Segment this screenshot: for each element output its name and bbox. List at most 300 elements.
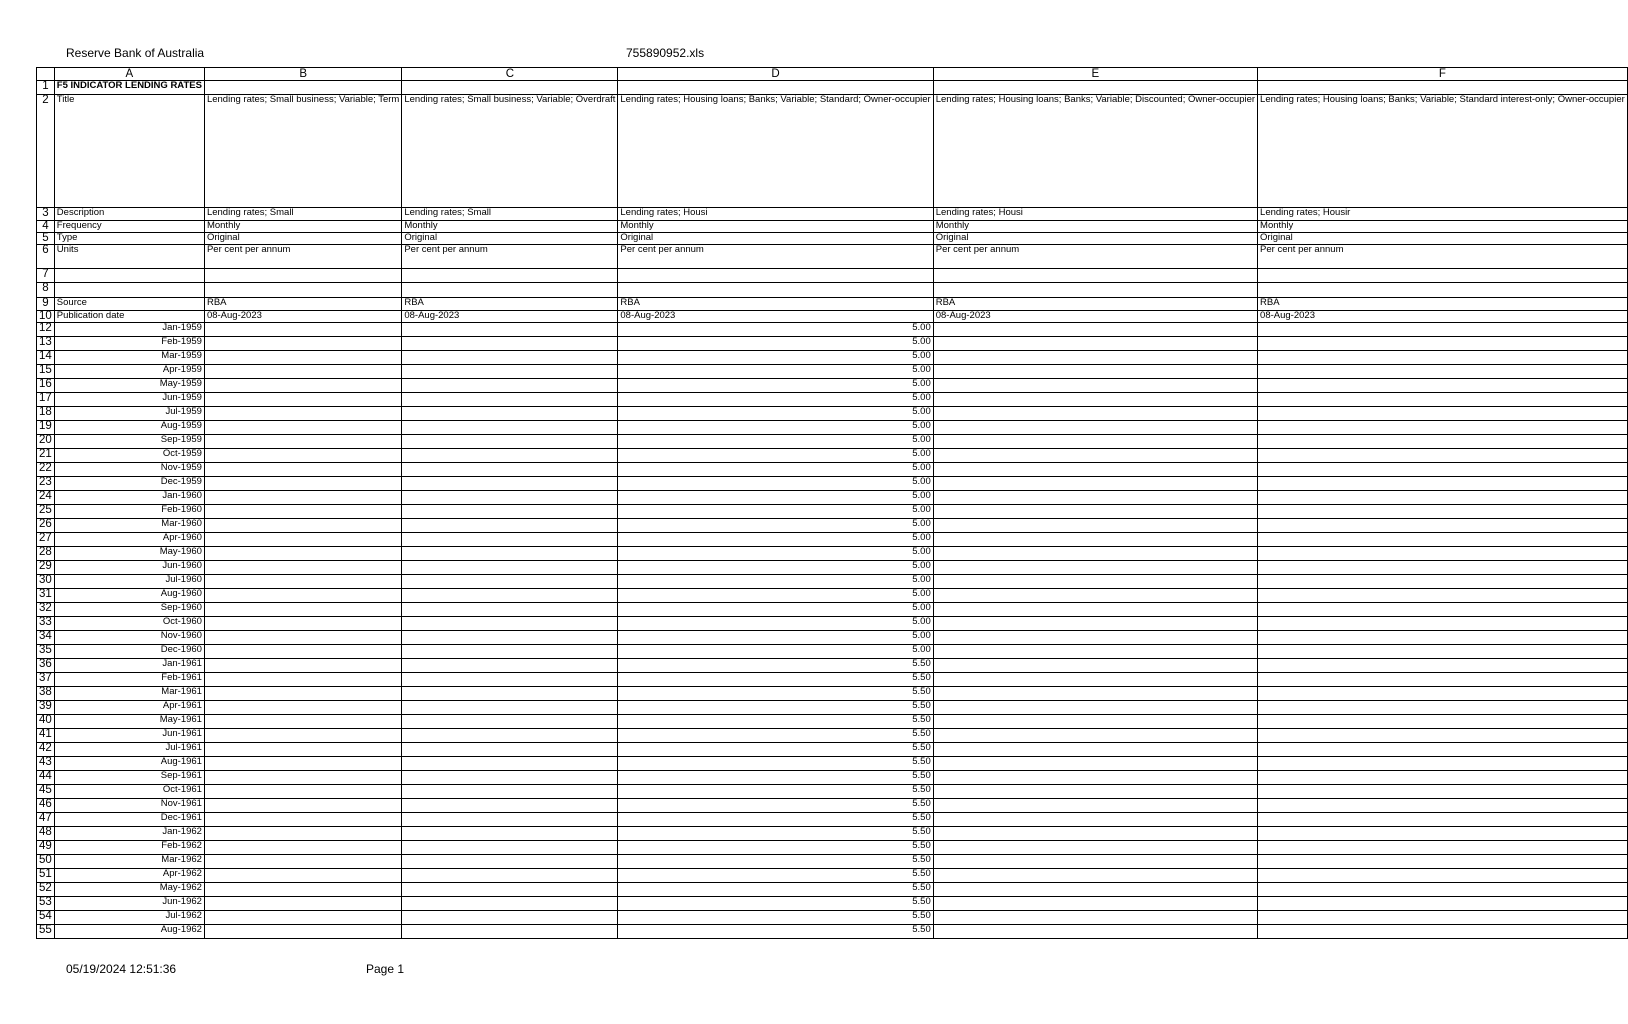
empty-cell[interactable] — [204, 813, 401, 827]
date-cell[interactable]: May-1962 — [54, 883, 204, 897]
empty-cell[interactable] — [402, 463, 618, 477]
date-cell[interactable]: Oct-1960 — [54, 617, 204, 631]
empty-cell[interactable] — [933, 631, 1257, 645]
empty-cell[interactable] — [1258, 505, 1628, 519]
empty-cell[interactable] — [933, 827, 1257, 841]
empty-cell[interactable] — [1258, 561, 1628, 575]
meta-value-cell[interactable]: Lending rates; Small — [204, 208, 401, 221]
empty-cell[interactable] — [933, 477, 1257, 491]
empty-cell[interactable] — [1258, 449, 1628, 463]
date-cell[interactable]: Mar-1961 — [54, 687, 204, 701]
empty-cell[interactable] — [1258, 603, 1628, 617]
date-cell[interactable]: May-1961 — [54, 715, 204, 729]
empty-cell[interactable] — [1258, 491, 1628, 505]
date-cell[interactable]: Jun-1961 — [54, 729, 204, 743]
meta-value-cell[interactable]: Per cent per annum — [1258, 245, 1628, 269]
meta-value-cell[interactable]: Lending rates; Housi — [933, 208, 1257, 221]
row-number[interactable]: 52 — [37, 883, 55, 897]
empty-cell[interactable] — [204, 505, 401, 519]
row-number[interactable]: 49 — [37, 841, 55, 855]
empty-cell[interactable] — [402, 883, 618, 897]
empty-cell[interactable] — [933, 617, 1257, 631]
date-cell[interactable]: Mar-1962 — [54, 855, 204, 869]
row-number[interactable]: 13 — [37, 337, 55, 351]
row-number[interactable]: 23 — [37, 477, 55, 491]
rate-value-cell[interactable]: 5.00 — [618, 393, 933, 407]
empty-cell[interactable] — [933, 561, 1257, 575]
empty-cell[interactable] — [1258, 701, 1628, 715]
meta-label-cell[interactable]: Units — [54, 245, 204, 269]
empty-cell[interactable] — [204, 869, 401, 883]
meta-label-cell[interactable] — [54, 269, 204, 283]
empty-cell[interactable] — [204, 81, 401, 95]
empty-cell[interactable] — [1258, 827, 1628, 841]
empty-cell[interactable] — [402, 547, 618, 561]
meta-label-cell[interactable]: Publication date — [54, 311, 204, 323]
date-cell[interactable]: Jan-1959 — [54, 323, 204, 337]
empty-cell[interactable] — [1258, 785, 1628, 799]
empty-cell[interactable] — [933, 491, 1257, 505]
empty-cell[interactable] — [933, 743, 1257, 757]
column-header-f[interactable]: F — [1258, 68, 1628, 81]
row-number[interactable]: 24 — [37, 491, 55, 505]
row-number[interactable]: 45 — [37, 785, 55, 799]
row-number[interactable]: 25 — [37, 505, 55, 519]
empty-cell[interactable] — [402, 673, 618, 687]
empty-cell[interactable] — [933, 659, 1257, 673]
empty-cell[interactable] — [1258, 81, 1628, 95]
empty-cell[interactable] — [402, 81, 618, 95]
meta-value-cell[interactable] — [933, 269, 1257, 283]
rate-value-cell[interactable]: 5.50 — [618, 659, 933, 673]
empty-cell[interactable] — [204, 561, 401, 575]
date-cell[interactable]: Nov-1959 — [54, 463, 204, 477]
empty-cell[interactable] — [402, 435, 618, 449]
empty-cell[interactable] — [1258, 421, 1628, 435]
meta-value-cell[interactable]: 08-Aug-2023 — [933, 311, 1257, 323]
empty-cell[interactable] — [1258, 575, 1628, 589]
empty-cell[interactable] — [1258, 393, 1628, 407]
meta-value-cell[interactable]: Lending rates; Housi — [618, 208, 933, 221]
empty-cell[interactable] — [933, 925, 1257, 939]
empty-cell[interactable] — [402, 589, 618, 603]
meta-value-cell[interactable] — [1258, 269, 1628, 283]
rate-value-cell[interactable]: 5.00 — [618, 365, 933, 379]
empty-cell[interactable] — [402, 701, 618, 715]
row-number[interactable]: 7 — [37, 269, 55, 283]
empty-cell[interactable] — [402, 603, 618, 617]
empty-cell[interactable] — [204, 449, 401, 463]
empty-cell[interactable] — [1258, 841, 1628, 855]
meta-value-cell[interactable]: Lending rates; Small business; Variable; Overdraft — [402, 95, 618, 208]
empty-cell[interactable] — [1258, 743, 1628, 757]
empty-cell[interactable] — [204, 771, 401, 785]
empty-cell[interactable] — [402, 729, 618, 743]
date-cell[interactable]: Jun-1959 — [54, 393, 204, 407]
empty-cell[interactable] — [402, 799, 618, 813]
row-number[interactable]: 20 — [37, 435, 55, 449]
empty-cell[interactable] — [1258, 365, 1628, 379]
empty-cell[interactable] — [933, 365, 1257, 379]
row-number[interactable]: 19 — [37, 421, 55, 435]
meta-value-cell[interactable]: Lending rates; Housing loans; Banks; Variable; Standard interest-only; Owner-occupier — [1258, 95, 1628, 208]
empty-cell[interactable] — [402, 757, 618, 771]
rate-value-cell[interactable]: 5.00 — [618, 421, 933, 435]
empty-cell[interactable] — [204, 715, 401, 729]
empty-cell[interactable] — [1258, 715, 1628, 729]
row-number[interactable]: 41 — [37, 729, 55, 743]
row-number[interactable]: 31 — [37, 589, 55, 603]
empty-cell[interactable] — [204, 841, 401, 855]
rate-value-cell[interactable]: 5.00 — [618, 337, 933, 351]
empty-cell[interactable] — [402, 617, 618, 631]
empty-cell[interactable] — [933, 673, 1257, 687]
empty-cell[interactable] — [1258, 925, 1628, 939]
meta-value-cell[interactable]: Lending rates; Housing loans; Banks; Variable; Standard; Owner-occupier — [618, 95, 933, 208]
empty-cell[interactable] — [1258, 519, 1628, 533]
empty-cell[interactable] — [1258, 729, 1628, 743]
empty-cell[interactable] — [204, 911, 401, 925]
rate-value-cell[interactable]: 5.00 — [618, 589, 933, 603]
date-cell[interactable]: Jul-1961 — [54, 743, 204, 757]
empty-cell[interactable] — [933, 687, 1257, 701]
meta-value-cell[interactable]: 08-Aug-2023 — [618, 311, 933, 323]
date-cell[interactable]: Aug-1961 — [54, 757, 204, 771]
empty-cell[interactable] — [204, 533, 401, 547]
row-number[interactable]: 47 — [37, 813, 55, 827]
rate-value-cell[interactable]: 5.50 — [618, 715, 933, 729]
empty-cell[interactable] — [204, 337, 401, 351]
empty-cell[interactable] — [933, 575, 1257, 589]
date-cell[interactable]: Apr-1961 — [54, 701, 204, 715]
empty-cell[interactable] — [204, 519, 401, 533]
column-header-e[interactable]: E — [933, 68, 1257, 81]
date-cell[interactable]: Aug-1962 — [54, 925, 204, 939]
empty-cell[interactable] — [204, 603, 401, 617]
meta-value-cell[interactable]: Original — [402, 233, 618, 245]
empty-cell[interactable] — [933, 715, 1257, 729]
empty-cell[interactable] — [204, 701, 401, 715]
column-header-a[interactable]: A — [54, 68, 204, 81]
meta-value-cell[interactable] — [933, 283, 1257, 298]
row-number[interactable]: 36 — [37, 659, 55, 673]
empty-cell[interactable] — [402, 561, 618, 575]
row-number[interactable]: 27 — [37, 533, 55, 547]
empty-cell[interactable] — [204, 729, 401, 743]
empty-cell[interactable] — [933, 799, 1257, 813]
empty-cell[interactable] — [933, 785, 1257, 799]
date-cell[interactable]: Oct-1961 — [54, 785, 204, 799]
empty-cell[interactable] — [933, 841, 1257, 855]
row-number[interactable]: 16 — [37, 379, 55, 393]
rate-value-cell[interactable]: 5.00 — [618, 617, 933, 631]
empty-cell[interactable] — [402, 771, 618, 785]
column-header-d[interactable]: D — [618, 68, 933, 81]
empty-cell[interactable] — [204, 785, 401, 799]
empty-cell[interactable] — [1258, 911, 1628, 925]
date-cell[interactable]: Aug-1960 — [54, 589, 204, 603]
date-cell[interactable]: May-1960 — [54, 547, 204, 561]
rate-value-cell[interactable]: 5.50 — [618, 897, 933, 911]
row-number[interactable]: 53 — [37, 897, 55, 911]
empty-cell[interactable] — [1258, 869, 1628, 883]
rate-value-cell[interactable]: 5.00 — [618, 561, 933, 575]
empty-cell[interactable] — [204, 687, 401, 701]
empty-cell[interactable] — [933, 911, 1257, 925]
empty-cell[interactable] — [933, 505, 1257, 519]
meta-value-cell[interactable]: RBA — [204, 298, 401, 311]
rate-value-cell[interactable]: 5.00 — [618, 491, 933, 505]
sheet-title-cell[interactable]: F5 INDICATOR LENDING RATES — [54, 81, 204, 95]
row-number[interactable]: 34 — [37, 631, 55, 645]
date-cell[interactable]: Jan-1960 — [54, 491, 204, 505]
date-cell[interactable]: Dec-1959 — [54, 477, 204, 491]
empty-cell[interactable] — [204, 393, 401, 407]
empty-cell[interactable] — [402, 365, 618, 379]
empty-cell[interactable] — [933, 869, 1257, 883]
date-cell[interactable]: May-1959 — [54, 379, 204, 393]
meta-value-cell[interactable]: Lending rates; Small — [402, 208, 618, 221]
meta-value-cell[interactable]: Per cent per annum — [618, 245, 933, 269]
date-cell[interactable]: Mar-1960 — [54, 519, 204, 533]
date-cell[interactable]: Oct-1959 — [54, 449, 204, 463]
empty-cell[interactable] — [204, 365, 401, 379]
empty-cell[interactable] — [933, 337, 1257, 351]
empty-cell[interactable] — [204, 659, 401, 673]
empty-cell[interactable] — [204, 855, 401, 869]
rate-value-cell[interactable]: 5.00 — [618, 407, 933, 421]
rate-value-cell[interactable]: 5.50 — [618, 757, 933, 771]
meta-label-cell[interactable]: Description — [54, 208, 204, 221]
empty-cell[interactable] — [1258, 897, 1628, 911]
rate-value-cell[interactable]: 5.50 — [618, 855, 933, 869]
empty-cell[interactable] — [204, 827, 401, 841]
empty-cell[interactable] — [402, 575, 618, 589]
empty-cell[interactable] — [402, 715, 618, 729]
empty-cell[interactable] — [933, 81, 1257, 95]
rate-value-cell[interactable]: 5.00 — [618, 323, 933, 337]
empty-cell[interactable] — [402, 869, 618, 883]
empty-cell[interactable] — [204, 491, 401, 505]
empty-cell[interactable] — [204, 617, 401, 631]
meta-label-cell[interactable] — [54, 283, 204, 298]
rate-value-cell[interactable]: 5.50 — [618, 813, 933, 827]
empty-cell[interactable] — [402, 631, 618, 645]
rate-value-cell[interactable]: 5.00 — [618, 477, 933, 491]
date-cell[interactable]: Jun-1960 — [54, 561, 204, 575]
rate-value-cell[interactable]: 5.50 — [618, 701, 933, 715]
empty-cell[interactable] — [1258, 477, 1628, 491]
empty-cell[interactable] — [1258, 407, 1628, 421]
empty-cell[interactable] — [933, 519, 1257, 533]
empty-cell[interactable] — [1258, 813, 1628, 827]
rate-value-cell[interactable]: 5.00 — [618, 519, 933, 533]
date-cell[interactable]: Jul-1959 — [54, 407, 204, 421]
empty-cell[interactable] — [204, 477, 401, 491]
rate-value-cell[interactable]: 5.50 — [618, 771, 933, 785]
row-number[interactable]: 8 — [37, 283, 55, 298]
row-number[interactable]: 9 — [37, 298, 55, 311]
date-cell[interactable]: Mar-1959 — [54, 351, 204, 365]
rate-value-cell[interactable]: 5.00 — [618, 533, 933, 547]
empty-cell[interactable] — [933, 897, 1257, 911]
meta-value-cell[interactable] — [1258, 283, 1628, 298]
meta-value-cell[interactable]: Lending rates; Housing loans; Banks; Variable; Discounted; Owner-occupier — [933, 95, 1257, 208]
date-cell[interactable]: Dec-1961 — [54, 813, 204, 827]
empty-cell[interactable] — [1258, 337, 1628, 351]
row-number[interactable]: 29 — [37, 561, 55, 575]
meta-value-cell[interactable]: Original — [618, 233, 933, 245]
rate-value-cell[interactable]: 5.00 — [618, 547, 933, 561]
empty-cell[interactable] — [933, 645, 1257, 659]
row-number[interactable]: 1 — [37, 81, 55, 95]
date-cell[interactable]: Feb-1962 — [54, 841, 204, 855]
meta-label-cell[interactable]: Frequency — [54, 221, 204, 233]
date-cell[interactable]: Apr-1960 — [54, 533, 204, 547]
rate-value-cell[interactable]: 5.00 — [618, 575, 933, 589]
empty-cell[interactable] — [402, 421, 618, 435]
meta-value-cell[interactable] — [402, 283, 618, 298]
row-number[interactable]: 5 — [37, 233, 55, 245]
row-number[interactable]: 43 — [37, 757, 55, 771]
meta-value-cell[interactable]: Monthly — [204, 221, 401, 233]
rate-value-cell[interactable]: 5.50 — [618, 743, 933, 757]
meta-value-cell[interactable]: Lending rates; Small business; Variable; Term — [204, 95, 401, 208]
row-number[interactable]: 17 — [37, 393, 55, 407]
empty-cell[interactable] — [402, 505, 618, 519]
empty-cell[interactable] — [933, 351, 1257, 365]
empty-cell[interactable] — [1258, 533, 1628, 547]
empty-cell[interactable] — [402, 533, 618, 547]
rate-value-cell[interactable]: 5.50 — [618, 827, 933, 841]
row-number[interactable]: 35 — [37, 645, 55, 659]
empty-cell[interactable] — [204, 589, 401, 603]
empty-cell[interactable] — [402, 477, 618, 491]
empty-cell[interactable] — [402, 659, 618, 673]
date-cell[interactable]: Jul-1960 — [54, 575, 204, 589]
meta-value-cell[interactable]: Per cent per annum — [402, 245, 618, 269]
date-cell[interactable]: Sep-1961 — [54, 771, 204, 785]
empty-cell[interactable] — [933, 729, 1257, 743]
empty-cell[interactable] — [402, 827, 618, 841]
meta-value-cell[interactable] — [402, 269, 618, 283]
empty-cell[interactable] — [1258, 645, 1628, 659]
empty-cell[interactable] — [204, 547, 401, 561]
empty-cell[interactable] — [204, 421, 401, 435]
row-number[interactable]: 15 — [37, 365, 55, 379]
meta-value-cell[interactable] — [618, 283, 933, 298]
rate-value-cell[interactable]: 5.50 — [618, 841, 933, 855]
rate-value-cell[interactable]: 5.00 — [618, 603, 933, 617]
empty-cell[interactable] — [1258, 673, 1628, 687]
row-number[interactable]: 10 — [37, 311, 55, 323]
empty-cell[interactable] — [204, 631, 401, 645]
empty-cell[interactable] — [402, 785, 618, 799]
meta-label-cell[interactable]: Title — [54, 95, 204, 208]
rate-value-cell[interactable]: 5.00 — [618, 379, 933, 393]
empty-cell[interactable] — [933, 393, 1257, 407]
date-cell[interactable]: Feb-1961 — [54, 673, 204, 687]
empty-cell[interactable] — [204, 799, 401, 813]
rate-value-cell[interactable]: 5.50 — [618, 687, 933, 701]
empty-cell[interactable] — [933, 701, 1257, 715]
date-cell[interactable]: Jun-1962 — [54, 897, 204, 911]
empty-cell[interactable] — [1258, 617, 1628, 631]
empty-cell[interactable] — [933, 323, 1257, 337]
empty-cell[interactable] — [1258, 547, 1628, 561]
empty-cell[interactable] — [402, 813, 618, 827]
meta-value-cell[interactable]: Monthly — [933, 221, 1257, 233]
meta-value-cell[interactable] — [204, 269, 401, 283]
empty-cell[interactable] — [618, 81, 933, 95]
empty-cell[interactable] — [402, 323, 618, 337]
empty-cell[interactable] — [1258, 659, 1628, 673]
empty-cell[interactable] — [1258, 435, 1628, 449]
rate-value-cell[interactable]: 5.00 — [618, 449, 933, 463]
empty-cell[interactable] — [1258, 631, 1628, 645]
empty-cell[interactable] — [204, 407, 401, 421]
empty-cell[interactable] — [1258, 687, 1628, 701]
row-number[interactable]: 50 — [37, 855, 55, 869]
empty-cell[interactable] — [204, 435, 401, 449]
date-cell[interactable]: Feb-1960 — [54, 505, 204, 519]
date-cell[interactable]: Apr-1962 — [54, 869, 204, 883]
row-number[interactable]: 33 — [37, 617, 55, 631]
row-number[interactable]: 30 — [37, 575, 55, 589]
empty-cell[interactable] — [1258, 757, 1628, 771]
rate-value-cell[interactable]: 5.50 — [618, 785, 933, 799]
empty-cell[interactable] — [1258, 379, 1628, 393]
empty-cell[interactable] — [204, 883, 401, 897]
select-all-corner[interactable] — [37, 68, 55, 81]
empty-cell[interactable] — [204, 743, 401, 757]
empty-cell[interactable] — [933, 603, 1257, 617]
empty-cell[interactable] — [402, 743, 618, 757]
empty-cell[interactable] — [933, 547, 1257, 561]
empty-cell[interactable] — [933, 379, 1257, 393]
meta-value-cell[interactable]: 08-Aug-2023 — [204, 311, 401, 323]
meta-value-cell[interactable] — [618, 269, 933, 283]
empty-cell[interactable] — [933, 449, 1257, 463]
row-number[interactable]: 42 — [37, 743, 55, 757]
row-number[interactable]: 38 — [37, 687, 55, 701]
row-number[interactable]: 26 — [37, 519, 55, 533]
empty-cell[interactable] — [933, 463, 1257, 477]
date-cell[interactable]: Feb-1959 — [54, 337, 204, 351]
date-cell[interactable]: Sep-1960 — [54, 603, 204, 617]
row-number[interactable]: 37 — [37, 673, 55, 687]
rate-value-cell[interactable]: 5.50 — [618, 869, 933, 883]
row-number[interactable]: 32 — [37, 603, 55, 617]
empty-cell[interactable] — [204, 645, 401, 659]
meta-value-cell[interactable]: Original — [1258, 233, 1628, 245]
row-number[interactable]: 12 — [37, 323, 55, 337]
empty-cell[interactable] — [402, 925, 618, 939]
empty-cell[interactable] — [1258, 799, 1628, 813]
rate-value-cell[interactable]: 5.50 — [618, 729, 933, 743]
meta-value-cell[interactable]: Lending rates; Housir — [1258, 208, 1628, 221]
empty-cell[interactable] — [204, 925, 401, 939]
row-number[interactable]: 14 — [37, 351, 55, 365]
empty-cell[interactable] — [402, 897, 618, 911]
empty-cell[interactable] — [402, 337, 618, 351]
rate-value-cell[interactable]: 5.00 — [618, 645, 933, 659]
meta-value-cell[interactable]: Per cent per annum — [933, 245, 1257, 269]
empty-cell[interactable] — [1258, 883, 1628, 897]
meta-value-cell[interactable]: RBA — [933, 298, 1257, 311]
rate-value-cell[interactable]: 5.00 — [618, 435, 933, 449]
empty-cell[interactable] — [204, 379, 401, 393]
